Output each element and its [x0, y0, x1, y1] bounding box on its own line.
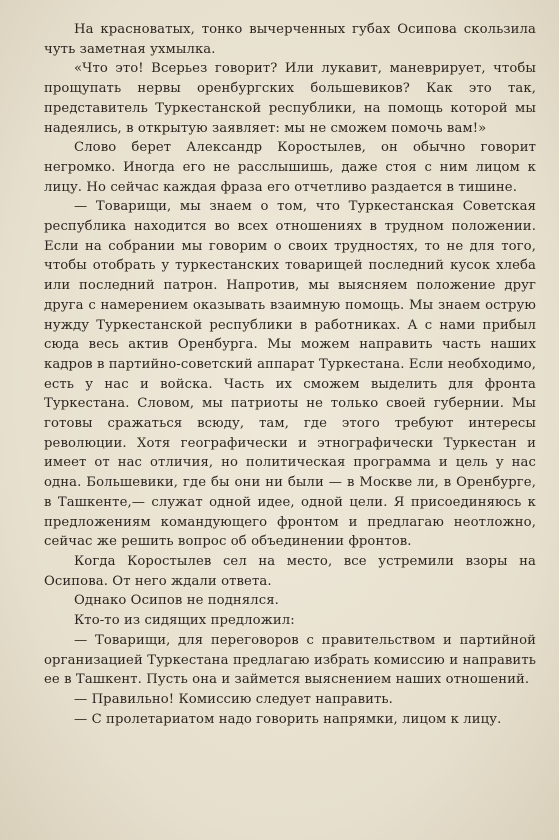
paragraph: «Что это! Всерьез говорит? Или лукавит, маневрирует, чтобы прощупать нервы оренбургских большевиков? Как это так, представитель Туркестанской республики, на помощь которой мы надеялись, в открытую заявляет: мы не сможем помочь вам!»: [44, 61, 536, 136]
paragraph: Когда Коростылев сел на место, все устремили взоры на Осипова. От него ждали ответа.: [44, 553, 536, 589]
paragraph: Однако Осипов не поднялся.: [74, 593, 279, 609]
paragraph: — Правильно! Комиссию следует направить.: [74, 691, 393, 707]
page-text: [44, 20, 536, 729]
paragraph: Кто-то из сидящих предложил:: [74, 613, 295, 629]
paragraph: Слово берет Александр Коростылев, он обычно говорит негромко. Иногда его не расслышишь, даже стоя с ним лицом к лицу. Но сейчас каждая фраза его отчетливо раздается в тишине.: [44, 140, 536, 195]
paragraph: — Товарищи, мы знаем о том, что Туркестанская Советская республика находится во всех отношениях в трудном положении. Если на собрании мы говорим о своих трудностях, то не для того, чтобы отобрать у туркестанских товарищей последний кусок хлеба или последний патрон. Напротив, мы выясняем положение друг друга с намерением оказывать взаимную помощь. Мы знаем острую нужду Туркестанской республики в работниках. А с нами прибыл сюда весь актив Оренбурга. Мы можем направить часть наших кадров в партийно-советский аппарат Туркестана. Если необходимо, есть у нас и войска. Часть их сможем выделить для фронта Туркестана. Словом, мы патриоты не только своей губернии. Мы готовы сражаться всюду, там, где этого требуют интересы революции. Хотя географически и этнографически Туркестан и имеет от нас отличия, но политическая программа и цель у нас одна. Большевики, где бы они ни были — в Москве ли, в Оренбурге, в Ташкенте,— служат одной идее, одной цели. Я присоединяюсь к предложениям командующего фронтом и предлагаю неотложно, сейчас же решить вопрос об объединении фронтов.: [44, 199, 536, 550]
paragraph: — Товарищи, для переговоров с правительством и партийной организацией Туркестана предлагаю избрать комиссию и направить ее в Ташкент. Пусть она и займется выяснением наших отношений.: [44, 632, 536, 688]
paragraph: На красноватых, тонко вычерченных губах Осипова скользила чуть заметная ухмылка.: [44, 22, 536, 57]
paragraph: — С пролетариатом надо говорить напрямки, лицом к лицу.: [74, 711, 502, 727]
